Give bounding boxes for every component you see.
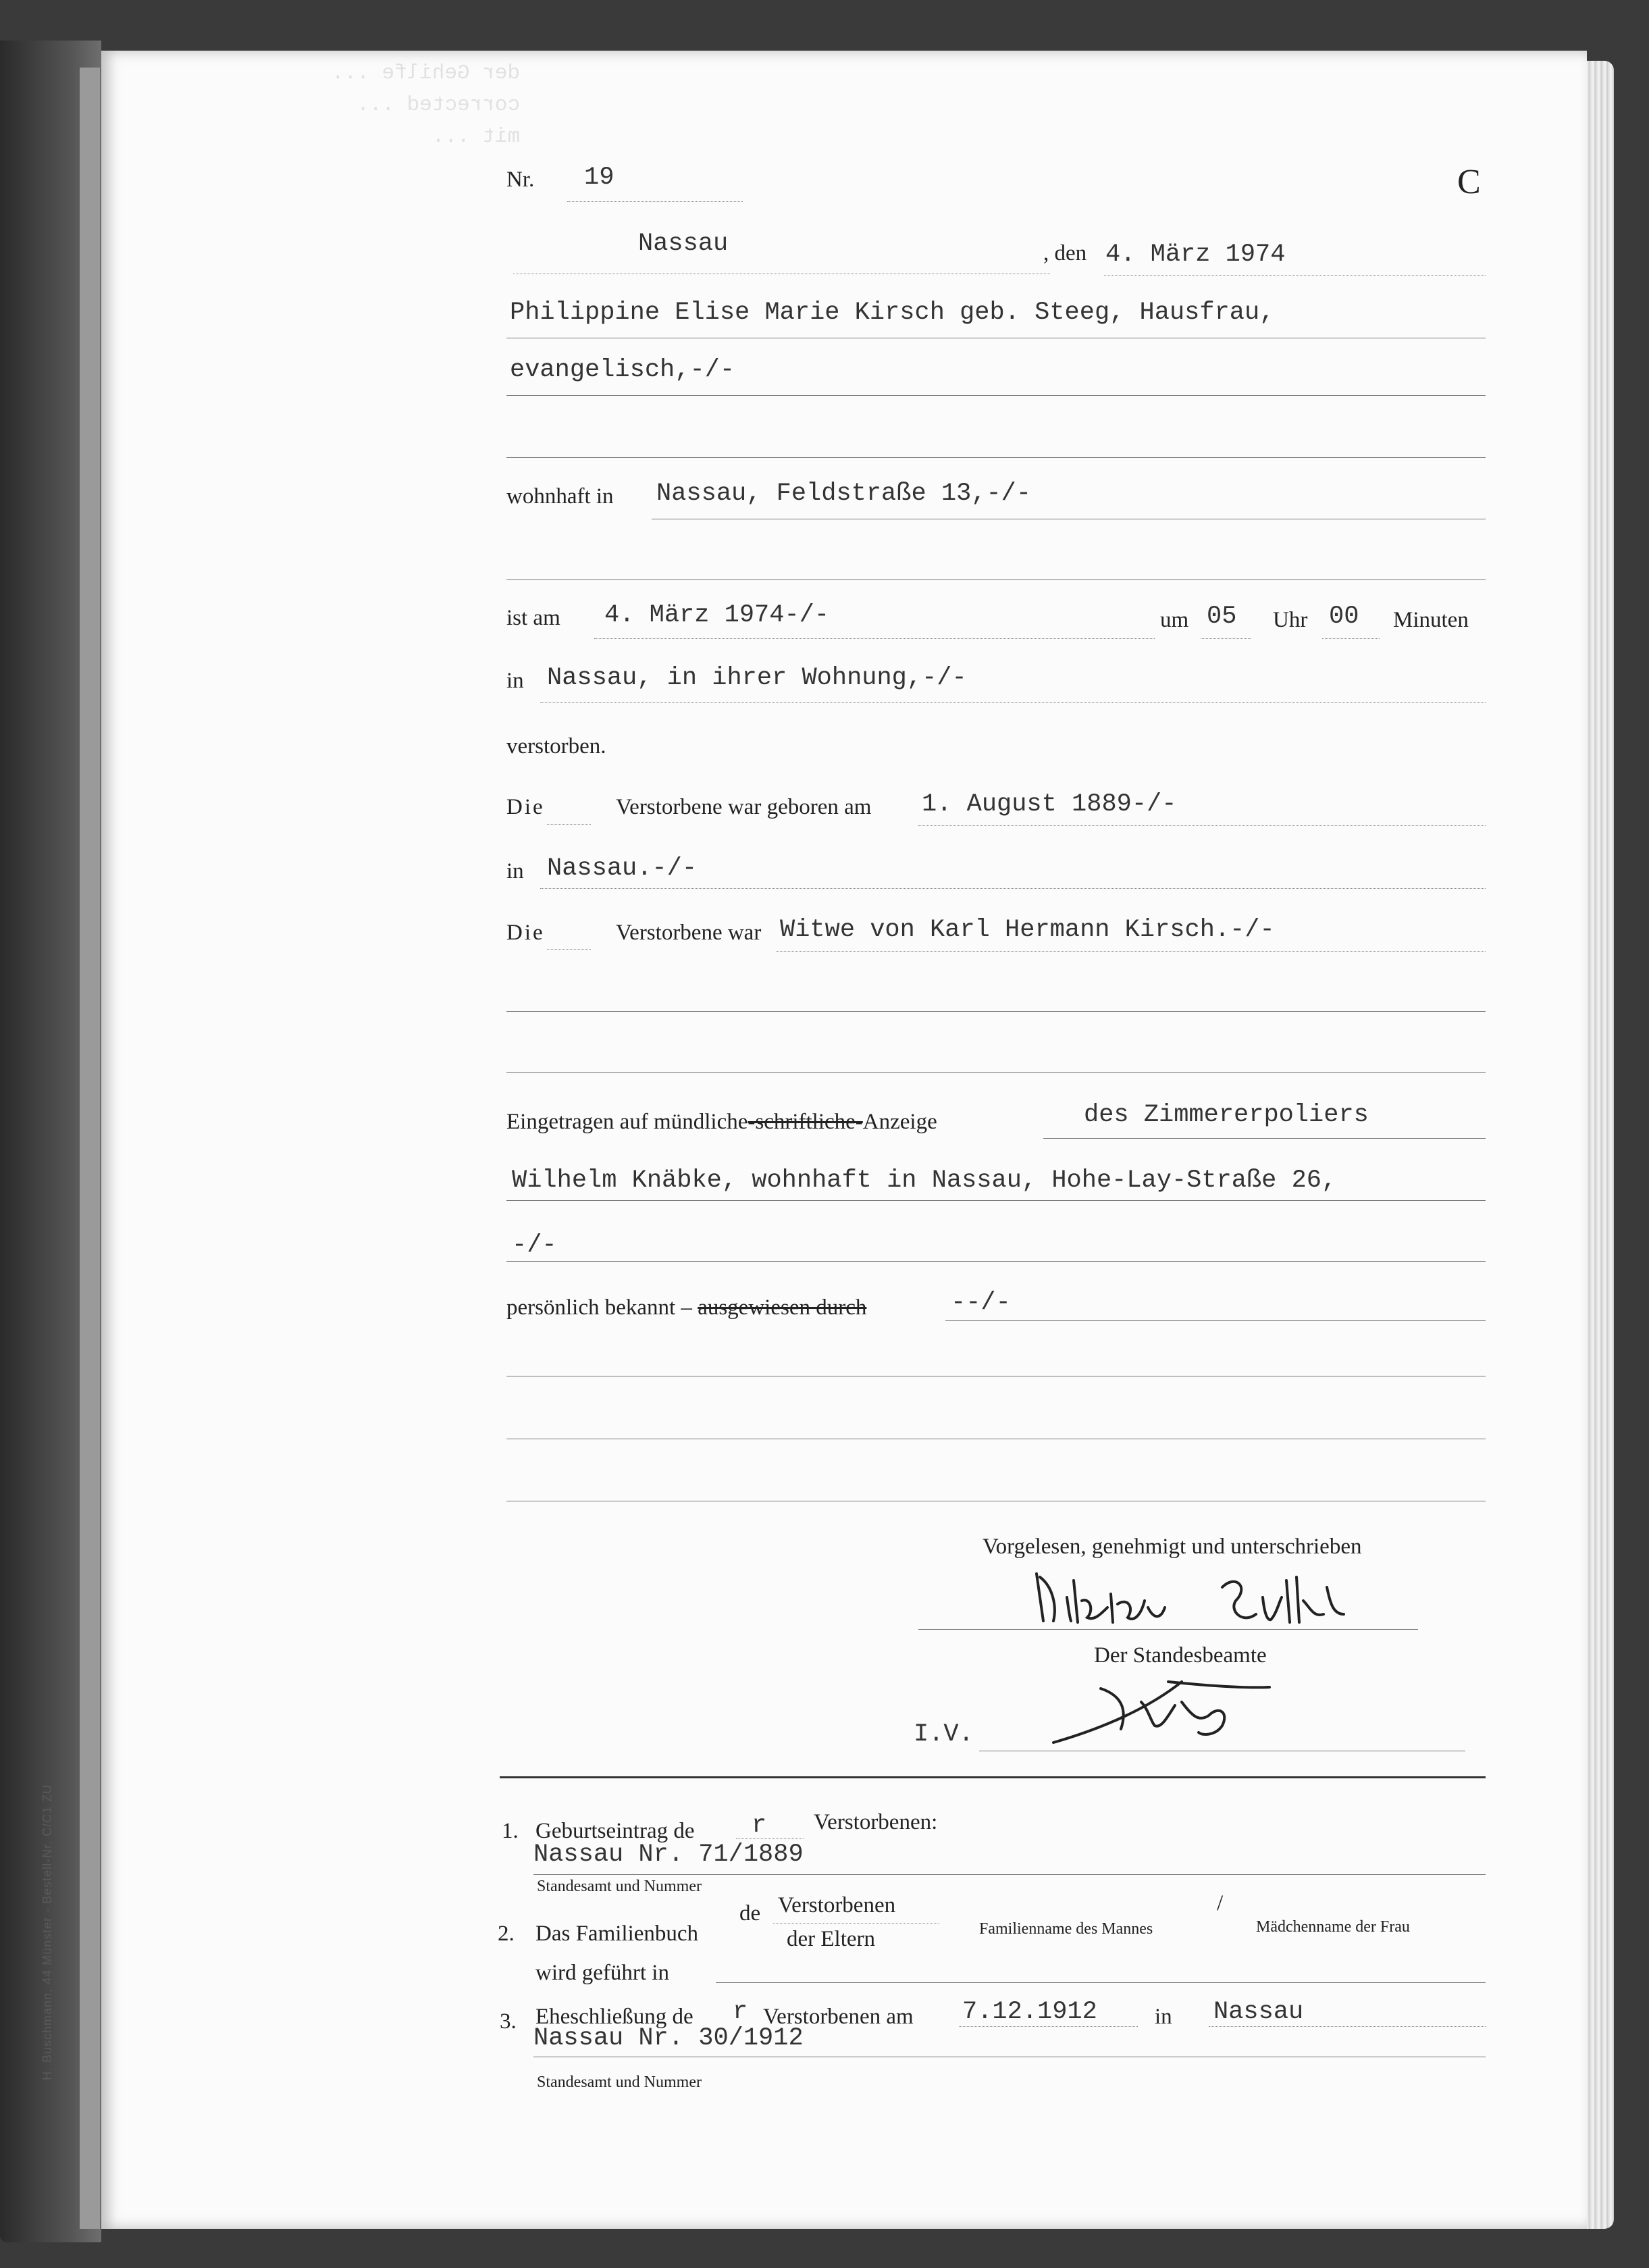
printer-imprint: H. Buschmann, 44 Münster · Bestell-Nr. C/C1 ZU [41, 1784, 54, 2080]
header-date-line [1104, 275, 1486, 276]
marriage-suffix: Verstorbenen am [763, 2005, 914, 2029]
in-label-2: in [506, 859, 524, 883]
birth-entry-r: r [752, 1811, 767, 1840]
known-prefix: persönlich bekannt – [506, 1295, 692, 1320]
blank-line-1 [506, 457, 1486, 458]
verstorbenen-label: Verstorbenen [778, 1893, 896, 1917]
birth-date: 1. August 1889-/- [922, 790, 1177, 819]
nr-value: 19 [584, 163, 614, 192]
corner-letter: C [1457, 163, 1481, 201]
registration-suffix: Anzeige [862, 1110, 937, 1134]
informant-line-3 [506, 1261, 1486, 1262]
note-3-number: 3. [500, 2009, 517, 2034]
um-label: um [1160, 608, 1189, 632]
religion: evangelisch,-/- [510, 356, 735, 384]
marriage-place-line [1209, 2026, 1486, 2027]
kept-in-label: wird geführt in [535, 1961, 669, 1985]
death-minute: 00 [1329, 602, 1359, 631]
wife-name-label: Mädchenname der Frau [1256, 1918, 1410, 1936]
bleed-through-text: der Gehilfe ... corrected ... mit ... [331, 61, 520, 149]
nr-line [567, 201, 743, 202]
status-label: Verstorbene war [616, 921, 762, 945]
birth-date-line [918, 825, 1486, 826]
hour-line [1201, 638, 1251, 639]
family-book-label: Das Familienbuch [535, 1922, 699, 1946]
marriage-entry: Nassau Nr. 30/1912 [533, 2024, 804, 2053]
birth-place-line [540, 888, 1486, 889]
status-line [777, 951, 1486, 952]
header-date: 4. März 1974 [1105, 240, 1286, 269]
minuten-label: Minuten [1393, 608, 1469, 632]
die-label-2: Die [506, 921, 545, 945]
verstorben-label: verstorben. [506, 734, 606, 758]
marriage-label: Eheschließung de [535, 2005, 693, 2029]
blank-line-4 [506, 1072, 1486, 1073]
die-line-2 [547, 949, 591, 950]
verstorbenen-line [773, 1923, 939, 1924]
note-2-number: 2. [498, 1922, 515, 1946]
informant-line-2 [506, 1200, 1486, 1201]
registration-prefix: Eingetragen auf mündliche [506, 1110, 748, 1134]
death-hour: 05 [1207, 602, 1237, 631]
informant-line-1 [1043, 1138, 1486, 1139]
informant-signature-line [918, 1629, 1418, 1630]
den-label: , den [1043, 241, 1087, 265]
de-label: de [739, 1901, 761, 1926]
separator-line [500, 1776, 1486, 1778]
informant-signature [1026, 1560, 1378, 1634]
marriage-in-label: in [1155, 2005, 1172, 2029]
birth-entry-label: Geburtseintrag de [535, 1819, 695, 1843]
marriage-place: Nassau [1213, 1998, 1304, 2026]
note-1-number: 1. [502, 1819, 519, 1843]
known-label [506, 1295, 866, 1320]
birth-entry-line [533, 1874, 1486, 1875]
name-slash: / [1217, 1891, 1224, 1915]
death-date-line [594, 638, 1155, 639]
registration-label [506, 1110, 937, 1135]
binding-spine [80, 68, 100, 2229]
eltern-label: der Eltern [787, 1927, 876, 1951]
struck-ausgewiesen: ausgewiesen durch [698, 1295, 867, 1320]
marriage-date-line [959, 2026, 1138, 2027]
death-place-line [540, 702, 1486, 703]
birth-entry-r-line [736, 1838, 804, 1839]
born-label: Verstorbene war geboren am [616, 795, 872, 819]
known-line [945, 1320, 1486, 1321]
ist-am-label: ist am [506, 606, 560, 630]
birth-entry-value: Nassau Nr. 71/1889 [533, 1840, 804, 1869]
standesamt-label-3: Standesamt und Nummer [537, 2073, 702, 2091]
read-approved-label: Vorgelesen, genehmigt und unterschrieben [983, 1535, 1362, 1559]
in-label: in [506, 669, 524, 693]
iv-label: I.V. [914, 1720, 974, 1749]
struck-schriftliche: -schriftliche- [748, 1110, 863, 1134]
birth-entry-suffix: Verstorbenen: [814, 1810, 938, 1834]
marriage-date: 7.12.1912 [962, 1998, 1097, 2026]
marital-status: Witwe von Karl Hermann Kirsch.-/- [780, 916, 1275, 944]
blank-line-2 [506, 579, 1486, 580]
death-place: Nassau, in ihrer Wohnung,-/- [547, 664, 967, 692]
uhr-label: Uhr [1273, 608, 1308, 632]
kept-in-line [716, 1982, 1486, 1983]
nr-label: Nr. [506, 167, 535, 192]
die-line-1 [547, 824, 591, 825]
informant-1: des Zimmererpoliers [1084, 1101, 1369, 1129]
deceased-name: Philippine Elise Marie Kirsch geb. Steeg, Hausfrau, [510, 299, 1275, 327]
place-value: Nassau [638, 230, 729, 258]
religion-line [506, 395, 1486, 396]
wohnhaft-label: wohnhaft in [506, 484, 614, 509]
husband-name-label: Familienname des Mannes [979, 1920, 1153, 1938]
known-value: --/- [951, 1289, 1011, 1317]
minute-line [1322, 638, 1380, 639]
standesamt-label-1: Standesamt und Nummer [537, 1878, 702, 1895]
registrar-label: Der Standesbeamte [1094, 1643, 1267, 1668]
informant-3: -/- [512, 1231, 557, 1260]
informant-2: Wilhelm Knäbke, wohnhaft in Nassau, Hohe-Lay-Straße 26, [512, 1166, 1337, 1195]
residence: Nassau, Feldstraße 13,-/- [656, 480, 1032, 508]
death-date: 4. März 1974-/- [604, 601, 830, 629]
registrar-signature [1047, 1668, 1290, 1749]
marriage-r: r [733, 1998, 748, 2026]
die-label-1: Die [506, 795, 545, 819]
blank-line-3 [506, 1011, 1486, 1012]
birth-place: Nassau.-/- [547, 854, 698, 883]
